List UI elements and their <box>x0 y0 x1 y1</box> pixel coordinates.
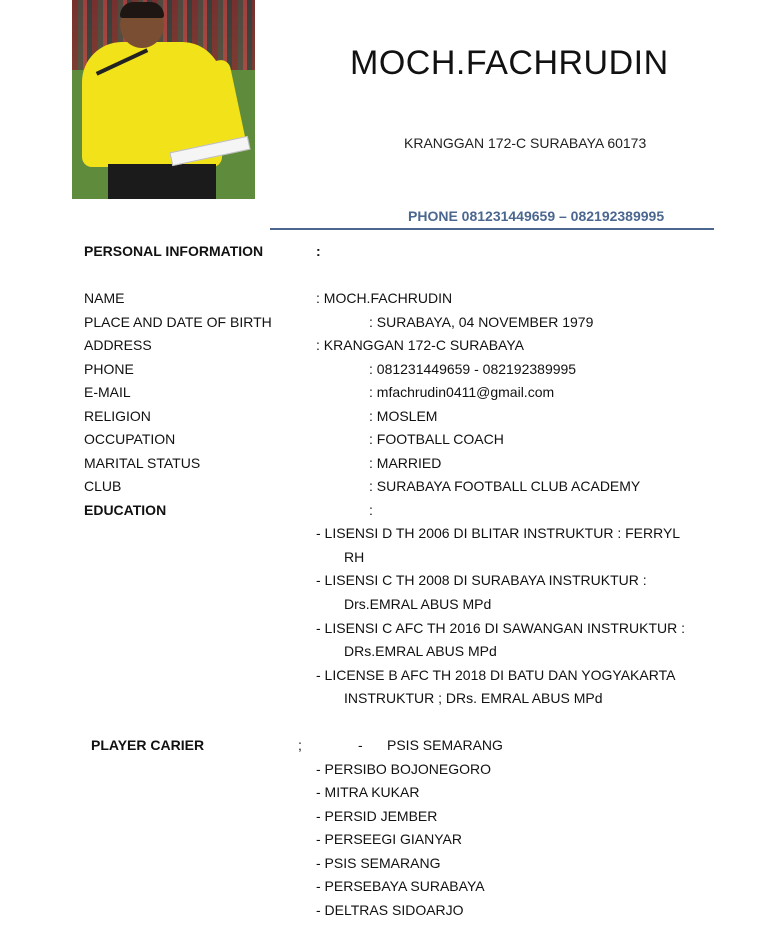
field-value-birth: : SURABAYA, 04 NOVEMBER 1979 <box>369 314 594 330</box>
education-line: - LISENSI D TH 2006 DI BLITAR INSTRUKTUR : FERRYL <box>316 525 681 541</box>
field-label-phone: PHONE <box>84 361 134 377</box>
field-label-birth: PLACE AND DATE OF BIRTH <box>84 314 272 330</box>
personal-info-heading: PERSONAL INFORMATION <box>84 243 264 259</box>
field-label-email: E-MAIL <box>84 384 131 400</box>
education-line: - LISENSI C AFC TH 2016 DI SAWANGAN INSTRUKTUR : <box>316 620 685 636</box>
field-value-marital: : MARRIED <box>369 455 442 471</box>
career-club: - PERSID JEMBER <box>316 808 438 824</box>
photo-hair <box>120 2 164 18</box>
personal-info-colon: : <box>316 243 321 259</box>
field-label-address: ADDRESS <box>84 337 152 353</box>
education-line: INSTRUKTUR ; DRs. EMRAL ABUS MPd <box>344 690 603 706</box>
career-club: - PERSEBAYA SURABAYA <box>316 878 485 894</box>
career-club: - PERSIBO BOJONEGORO <box>316 761 492 777</box>
career-heading: PLAYER CARIER <box>91 737 205 753</box>
education-line: DRs.EMRAL ABUS MPd <box>344 643 497 659</box>
career-club: PSIS SEMARANG <box>387 737 503 753</box>
field-label-club: CLUB <box>84 478 122 494</box>
cv-address: KRANGGAN 172-C SURABAYA 60173 <box>404 135 647 151</box>
field-value-phone: : 081231449659 - 082192389995 <box>369 361 577 377</box>
career-club: - PSIS SEMARANG <box>316 855 441 871</box>
education-line: RH <box>344 549 365 565</box>
field-value-religion: : MOSLEM <box>369 408 438 424</box>
cv-name-title: MOCH.FACHRUDIN <box>350 44 669 82</box>
education-colon: : <box>369 502 373 518</box>
education-line: - LICENSE B AFC TH 2018 DI BATU DAN YOGYAKARTA <box>316 667 676 683</box>
profile-photo <box>72 0 255 199</box>
field-label-occupation: OCCUPATION <box>84 431 176 447</box>
education-line: - LISENSI C TH 2008 DI SURABAYA INSTRUKTUR : <box>316 572 647 588</box>
field-value-email: : mfachrudin0411@gmail.com <box>369 384 555 400</box>
header-divider <box>270 228 714 230</box>
career-first-dash: - <box>358 737 363 753</box>
field-value-occupation: : FOOTBALL COACH <box>369 431 504 447</box>
career-club: - DELTRAS SIDOARJO <box>316 902 464 918</box>
cv-phone: PHONE 081231449659 – 082192389995 <box>408 208 665 224</box>
field-label-marital: MARITAL STATUS <box>84 455 201 471</box>
field-label-religion: RELIGION <box>84 408 151 424</box>
career-club: - MITRA KUKAR <box>316 784 420 800</box>
field-value-club: : SURABAYA FOOTBALL CLUB ACADEMY <box>369 478 641 494</box>
field-label-name: NAME <box>84 290 125 306</box>
field-value-name: : MOCH.FACHRUDIN <box>316 290 453 306</box>
education-heading: EDUCATION <box>84 502 167 518</box>
field-value-address: : KRANGGAN 172-C SURABAYA <box>316 337 524 353</box>
education-line: Drs.EMRAL ABUS MPd <box>344 596 492 612</box>
photo-shorts <box>108 164 216 199</box>
career-club: - PERSEEGI GIANYAR <box>316 831 462 847</box>
career-separator: ; <box>298 737 302 753</box>
